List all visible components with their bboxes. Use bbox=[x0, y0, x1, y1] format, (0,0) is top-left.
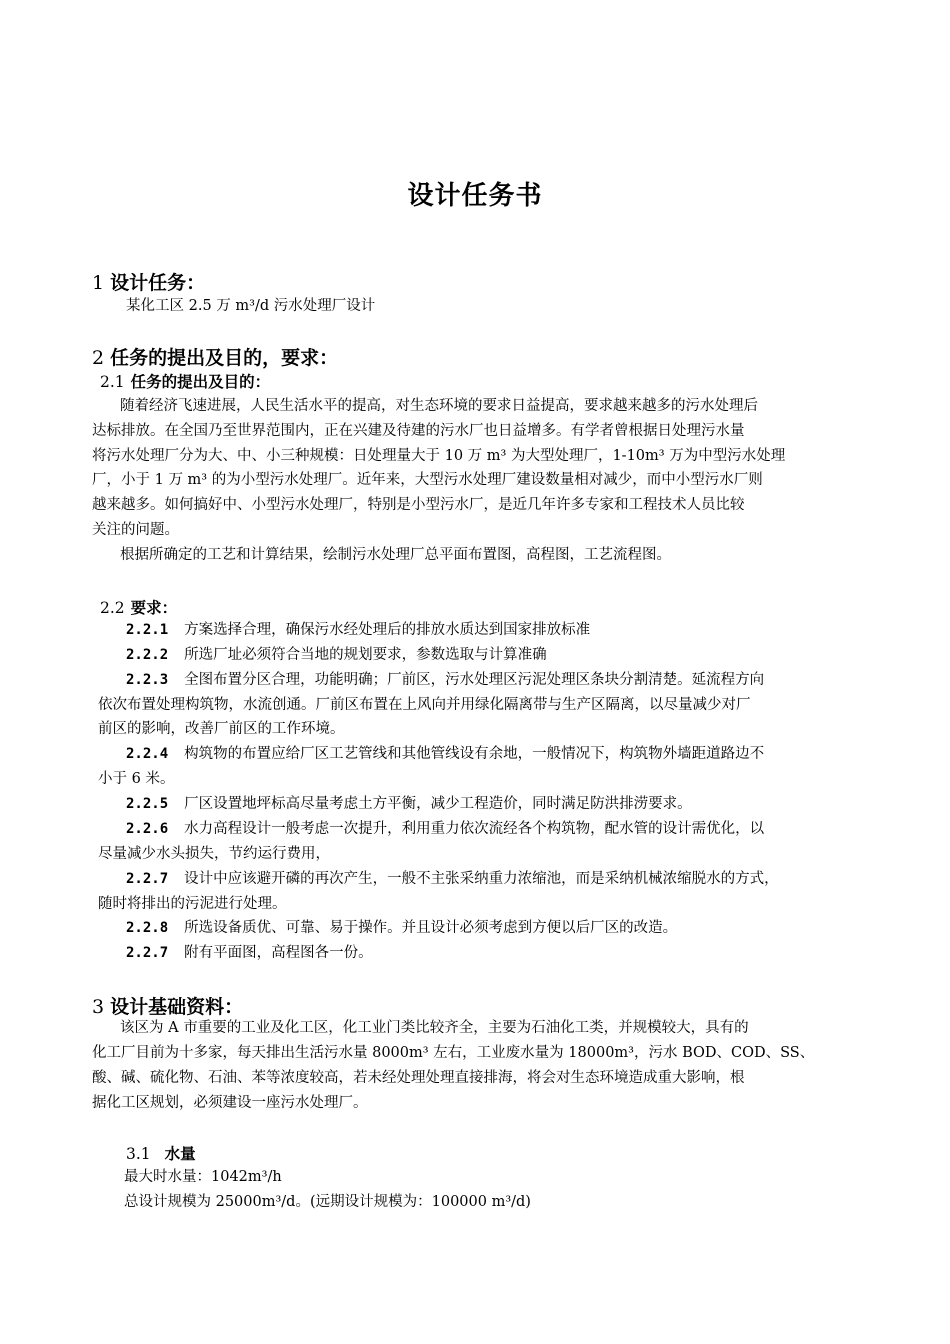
section-1-heading bbox=[92, 268, 205, 295]
section-2-1-title: 任务的提出及目的： bbox=[130, 373, 271, 391]
requirement-text: 水力高程设计一般考虑一次提升，利用重力依次流经各个构筑物，配水管的设计需优化，以 bbox=[184, 821, 765, 837]
requirement-item bbox=[126, 744, 764, 764]
section-2-1-number: 2.1 bbox=[100, 373, 125, 391]
paragraph-line: 据化工区规划，必须建设一座污水处理厂。 bbox=[92, 1095, 368, 1111]
water-volume-line: 总设计规模为 25000m³/d。(远期设计规模为：100000 m³/d) bbox=[124, 1194, 531, 1210]
requirement-number: 2.2.5 bbox=[126, 796, 169, 812]
section-2-1-heading bbox=[100, 370, 270, 392]
requirement-number: 2.2.1 bbox=[126, 622, 169, 638]
requirement-item bbox=[126, 819, 764, 839]
requirement-number: 2.2.4 bbox=[126, 746, 169, 762]
section-2-heading bbox=[92, 343, 338, 370]
paragraph-line: 达标排放。在全国乃至世界范围内，正在兴建及待建的污水厂也日益增多。有学者曾根据日处理污水量 bbox=[92, 423, 745, 439]
requirement-text: 全图布置分区合理，功能明确；厂前区，污水处理区污泥处理区条块分割清楚。延流程方向 bbox=[184, 672, 765, 688]
requirement-number: 2.2.3 bbox=[126, 672, 169, 688]
document-title: 设计任务书 bbox=[407, 181, 543, 211]
requirement-item bbox=[126, 620, 590, 640]
requirement-text: 小于 6 米。 bbox=[98, 771, 175, 787]
requirement-item bbox=[126, 869, 779, 889]
requirement-number: 2.2.6 bbox=[126, 821, 169, 837]
section-2-number: 2 bbox=[92, 347, 105, 369]
section-2-title: 任务的提出及目的，要求： bbox=[110, 347, 339, 369]
requirement-number: 2.2.7 bbox=[126, 871, 169, 887]
section-1-title: 设计任务： bbox=[110, 272, 206, 294]
requirement-text: 尽量减少水头损失，节约运行费用， bbox=[98, 846, 330, 862]
paragraph-line: 随着经济飞速进展，人民生活水平的提高，对生态环境的要求日益提高，要求越来越多的污水处理后 bbox=[120, 398, 758, 414]
requirement-item bbox=[126, 670, 764, 690]
section-2-2-heading bbox=[100, 596, 177, 618]
requirement-text: 厂区设置地坪标高尽量考虑土方平衡，减少工程造价，同时满足防洪排涝要求。 bbox=[184, 796, 692, 812]
requirement-text: 依次布置处理构筑物，水流创通。厂前区布置在上风向并用绿化隔离带与生产区隔离，以尽量减少对厂 bbox=[98, 697, 751, 713]
requirement-text: 构筑物的布置应给厂区工艺管线和其他管线设有余地，一般情况下，构筑物外墙距道路边不 bbox=[184, 746, 765, 762]
paragraph-line: 关注的问题。 bbox=[92, 522, 179, 538]
section-3-title: 设计基础资料： bbox=[110, 996, 244, 1018]
requirement-text: 所选厂址必须符合当地的规划要求，参数选取与计算准确 bbox=[184, 647, 547, 663]
section-2-2-title: 要求： bbox=[130, 599, 178, 617]
section-1-body: 某化工区 2.5 万 m³/d 污水处理厂设计 bbox=[126, 298, 376, 314]
paragraph-line: 该区为 A 市重要的工业及化工区，化工业门类比较齐全，主要为石油化工类，并规模较大，具有的 bbox=[120, 1020, 749, 1036]
requirement-text: 随时将排出的污泥进行处理。 bbox=[98, 896, 287, 912]
requirement-item bbox=[126, 645, 547, 665]
section-3-heading bbox=[92, 992, 243, 1019]
section-3-1-number: 3.1 bbox=[126, 1145, 151, 1163]
water-volume-line: 最大时水量：1042m³/h bbox=[124, 1169, 282, 1185]
requirement-item bbox=[126, 943, 373, 963]
requirement-text: 附有平面图，高程图各一份。 bbox=[184, 945, 373, 961]
requirement-number: 2.2.2 bbox=[126, 647, 169, 663]
section-3-1-title: 水量 bbox=[164, 1145, 196, 1163]
paragraph-line: 化工厂目前为十多家，每天排出生活污水量 8000m³ 左右，工业废水量为 18000m³，污水 BOD、COD、SS、 bbox=[92, 1045, 815, 1061]
section-3-number: 3 bbox=[92, 996, 105, 1018]
requirement-text: 设计中应该避开磷的再次产生，一般不主张采纳重力浓缩池，而是采纳机械浓缩脱水的方式， bbox=[184, 871, 779, 887]
section-3-1-heading bbox=[126, 1142, 196, 1164]
requirement-item bbox=[126, 794, 692, 814]
requirement-text: 所选设备质优、可靠、易于操作。并且设计必须考虑到方便以后厂区的改造。 bbox=[184, 920, 678, 936]
paragraph-line: 厂，小于 1 万 m³ 的为小型污水处理厂。近年来，大型污水处理厂建设数量相对减少，而中小型污水厂则 bbox=[92, 472, 763, 488]
section-1-number: 1 bbox=[92, 272, 105, 294]
requirement-number: 2.2.7 bbox=[126, 945, 169, 961]
paragraph-line: 酸、碱、硫化物、石油、苯等浓度较高，若未经处理处理直接排海，将会对生态环境造成重大影响，根 bbox=[92, 1070, 745, 1086]
requirement-text: 方案选择合理，确保污水经处理后的排放水质达到国家排放标准 bbox=[184, 622, 591, 638]
section-2-2-number: 2.2 bbox=[100, 599, 125, 617]
requirement-number: 2.2.8 bbox=[126, 920, 169, 936]
paragraph-line: 根据所确定的工艺和计算结果，绘制污水处理厂总平面布置图，高程图，工艺流程图。 bbox=[120, 547, 671, 563]
requirement-text: 前区的影响，改善厂前区的工作环境。 bbox=[98, 721, 345, 737]
requirement-item bbox=[126, 918, 677, 938]
paragraph-line: 将污水处理厂分为大、中、小三种规模：日处理量大于 10 万 m³ 为大型处理厂，1-10m³ 万为中型污水处理 bbox=[92, 448, 786, 464]
paragraph-line: 越来越多。如何搞好中、小型污水处理厂，特别是小型污水厂，是近几年许多专家和工程技术人员比较 bbox=[92, 497, 745, 513]
